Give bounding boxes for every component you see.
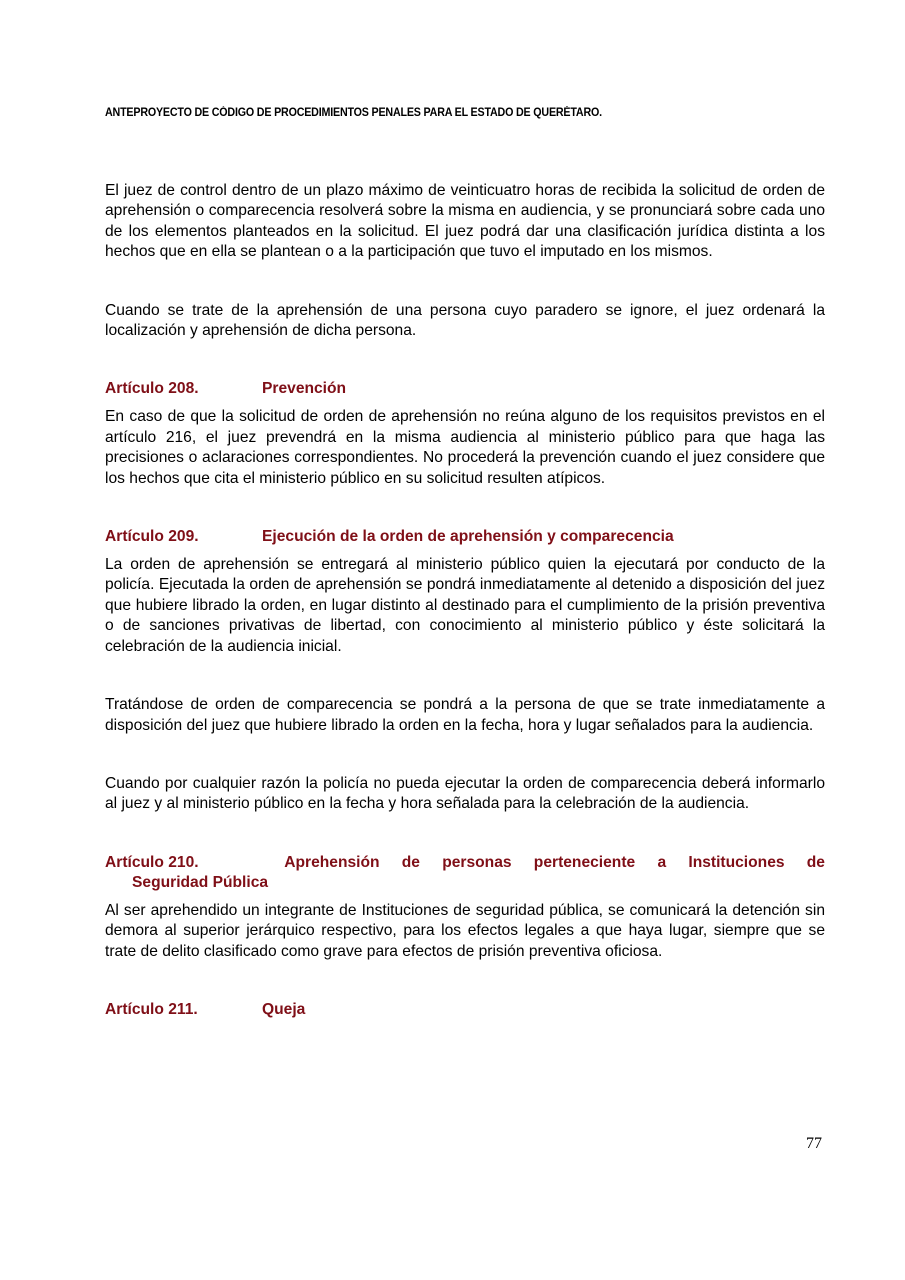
article-209-heading: [105, 527, 825, 547]
article-number: Artículo 209.: [105, 528, 199, 546]
page-number: 77: [806, 1135, 822, 1152]
article-208-body: En caso de que la solicitud de orden de aprehensión no reúna alguno de los requisitos previstos en el artículo 216, el juez prevendrá en la misma audiencia al ministerio público para que haga las precisiones o aclaraciones correspondientes. No procederá la prevención cuando el juez considere que los hechos que cita el ministerio público en su solicitud resulten atípicos.: [105, 408, 825, 487]
article-title-word: a: [657, 853, 667, 871]
article-title: Queja: [262, 1000, 306, 1018]
article-208-heading: [105, 379, 825, 399]
article-title-word: Instituciones: [688, 853, 785, 871]
article-title-word: Aprehensión: [284, 853, 380, 871]
paragraph: Cuando se trate de la aprehensión de una persona cuyo paradero se ignore, el juez ordenará la localización y aprehensión de dicha persona.: [105, 301, 825, 340]
article-title-word: de: [401, 853, 420, 871]
article-title: Ejecución de la orden de aprehensión y comparecencia: [262, 528, 674, 546]
article-210-body: Al ser aprehendido un integrante de Instituciones de seguridad pública, se comunicará la detención sin demora al superior jerárquico respectivo, para los efectos legales a que haya lugar, siempre que se trate de delito clasificado como grave para efectos de prisión preventiva oficiosa.: [105, 901, 825, 960]
article-number: Artículo 210.: [105, 853, 199, 871]
article-210-heading: [105, 853, 825, 893]
article-209-body: La orden de aprehensión se entregará al ministerio público quien la ejecutará por conducto de la policía. Ejecutada la orden de aprehensión se pondrá inmediatamente al detenido a disposición del juez que hubiere librado la orden, en lugar distinto al destinado para el cumplimiento de la prisión preventiva o de sanciones privativas de libertad, con conocimiento al ministerio público y éste solicitará la celebración de la audiencia inicial.: [105, 556, 825, 655]
article-number: Artículo 211.: [105, 1000, 198, 1018]
article-title-word: personas: [442, 853, 512, 871]
article-title-continuation: Seguridad Pública: [132, 873, 269, 891]
document-header: ANTEPROYECTO DE CÓDIGO DE PROCEDIMIENTOS PENALES PARA EL ESTADO DE QUERÉTARO.: [105, 107, 602, 119]
document-body: [105, 181, 825, 1028]
article-title: Prevención: [262, 380, 347, 398]
article-number: Artículo 208.: [105, 380, 199, 398]
article-title-word: perteneciente: [533, 853, 636, 871]
paragraph: El juez de control dentro de un plazo máximo de veinticuatro horas de recibida la solicitud de orden de aprehensión o comparecencia resolverá sobre la misma en audiencia, y se pronunciará sobre cada uno de los elementos planteados en la solicitud. El juez podrá dar una clasificación jurídica distinta a los hechos que en ella se plantean o a la participación que tuvo el imputado en los mismos.: [105, 182, 825, 261]
article-209-body: Cuando por cualquier razón la policía no pueda ejecutar la orden de comparecencia deberá informarlo al juez y al ministerio público en la fecha y hora señalada para la celebración de la audiencia.: [105, 774, 825, 813]
article-209-body: Tratándose de orden de comparecencia se pondrá a la persona de que se trate inmediatamente a disposición del juez que hubiere librado la orden en la fecha, hora y lugar señalados para la audiencia.: [105, 696, 825, 734]
article-211-heading: [105, 1000, 825, 1020]
article-title-word: de: [806, 853, 825, 871]
